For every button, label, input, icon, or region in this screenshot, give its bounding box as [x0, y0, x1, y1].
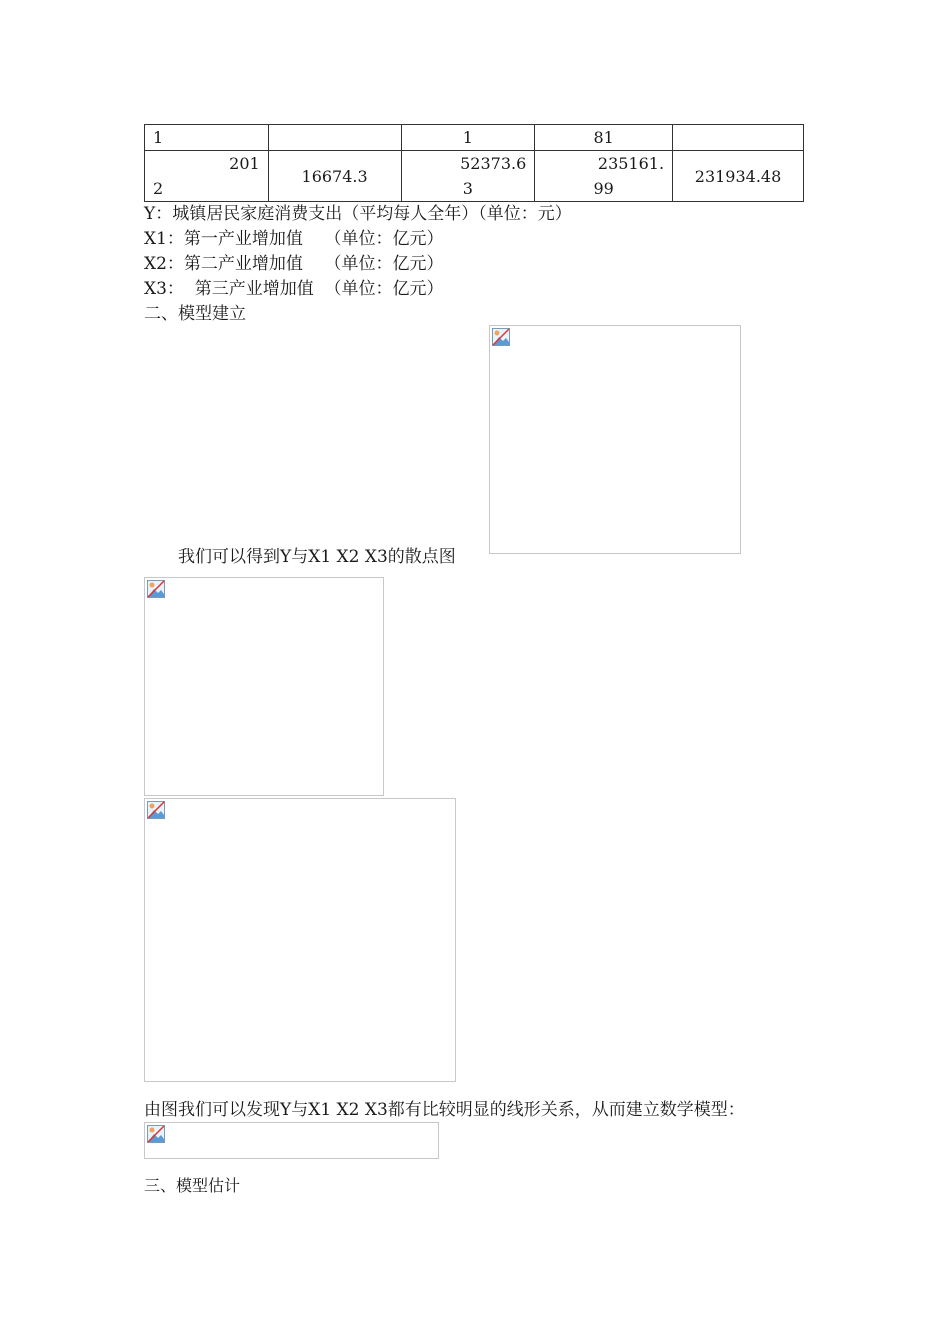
- scatter-plot-image: [144, 577, 384, 796]
- table-cell: 231934.48: [673, 151, 804, 202]
- broken-image-icon: [147, 801, 165, 819]
- variable-definition-x3: X3： 第三产业增加值 （单位：亿元）: [144, 279, 444, 299]
- variable-definition-x1: X1：第一产业增加值 （单位：亿元）: [144, 229, 444, 249]
- broken-image-icon: [147, 580, 165, 598]
- broken-image-icon: [492, 328, 510, 346]
- broken-image-icon: [147, 1125, 165, 1143]
- table-cell: 1: [401, 125, 535, 151]
- table-cell: [535, 151, 673, 202]
- cell-line: 99: [593, 179, 614, 198]
- model-formula-image: [144, 1122, 439, 1159]
- table-cell: [673, 125, 804, 151]
- scatter-caption: 我们可以得到Y与X1 X2 X3的散点图: [178, 547, 456, 567]
- cell-line: 52373.6: [460, 154, 527, 173]
- variable-definition-x2: X2：第二产业增加值 （单位：亿元）: [144, 254, 444, 274]
- section-heading-model-estimation: 三、模型估计: [144, 1176, 241, 1195]
- section-heading-model-building: 二、模型建立: [144, 304, 246, 324]
- scatter-plot-image: [144, 798, 456, 1082]
- table-cell: [401, 151, 535, 202]
- table-cell: 16674.3: [268, 151, 401, 202]
- table-cell: 1: [145, 125, 269, 151]
- conclusion-paragraph: 由图我们可以发现Y与X1 X2 X3都有比较明显的线形关系，从而建立数学模型：: [144, 1100, 745, 1120]
- cell-line: 201: [229, 154, 260, 173]
- data-table: [144, 124, 804, 202]
- table-cell: 81: [535, 125, 673, 151]
- variable-definition-y: Y：城镇居民家庭消费支出（平均每人全年）（单位：元）: [144, 204, 572, 224]
- table-cell: [268, 125, 401, 151]
- cell-line: 2: [153, 179, 164, 198]
- cell-line: 235161.: [597, 154, 665, 173]
- table-row: [145, 151, 804, 202]
- scatter-plot-image: [489, 325, 741, 554]
- table-row: [145, 125, 804, 151]
- cell-line: 3: [462, 179, 473, 198]
- table-cell-year: [145, 151, 269, 202]
